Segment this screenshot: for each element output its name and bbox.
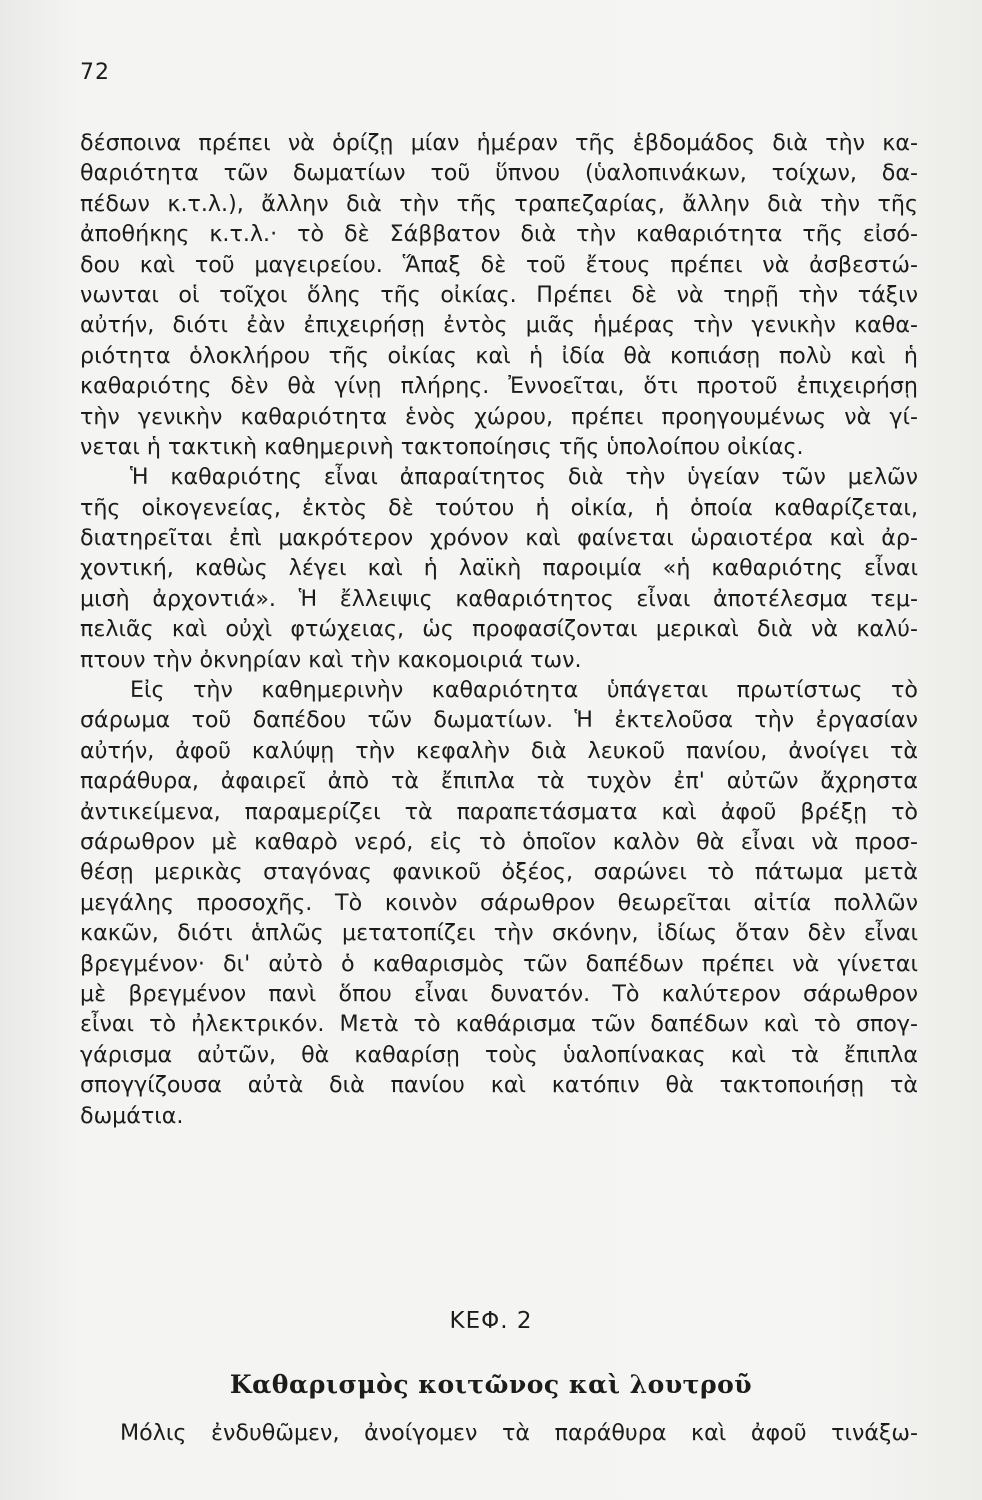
text-line: Εἰς τὴν καθημερινὴν καθαριότητα ὑπάγεται πρωτίστως τὸ	[130, 677, 918, 704]
text-line: γάρισμα αὐτῶν, θὰ καθαρίσῃ τοὺς ὑαλοπίνακας καὶ τὰ ἔπιπλα	[80, 1041, 918, 1068]
text-line: αὐτήν, διότι ἐὰν ἐπιχειρήσῃ ἐντὸς μιᾶς ἡμέρας τὴν γενικὴν καθα-	[80, 312, 918, 339]
text-line: ἀντικείμενα, παραμερίζει τὰ παραπετάσματα καὶ ἀφοῦ βρέξῃ τὸ	[80, 798, 918, 825]
text-line: βρεγμένον· δι' αὐτὸ ὁ καθαρισμὸς τῶν δαπέδων πρέπει νὰ γίνεται	[80, 950, 918, 977]
text-line: διατηρεῖται ἐπὶ μακρότερον χρόνον καὶ φαίνεται ὡραιοτέρα καὶ ἀρ-	[80, 525, 918, 552]
text-line: πέδων κ.τ.λ.), ἄλλην διὰ τὴν τῆς τραπεζαρίας, ἄλλην διὰ τὴν τῆς	[80, 190, 918, 217]
text-line: δου καὶ τοῦ μαγειρείου. Ἅπαξ δὲ τοῦ ἔτους πρέπει νὰ ἀσβεστώ-	[80, 251, 918, 278]
chapter-label: ΚΕΦ. 2	[449, 1308, 533, 1334]
text-line: σάρωθρον μὲ καθαρὸ νερό, εἰς τὸ ὁποῖον καλὸν θὰ εἶναι νὰ προσ-	[80, 828, 918, 855]
text-line: τῆς οἰκογενείας, ἐκτὸς δὲ τούτου ἡ οἰκία, ἡ ὁποία καθαρίζεται,	[80, 494, 918, 521]
text-line: κακῶν, διότι ἁπλῶς μετατοπίζει τὴν σκόνην, ἰδίως ὅταν δὲν εἶναι	[80, 920, 918, 947]
text-line: εἶναι τὸ ἠλεκτρικόν. Μετὰ τὸ καθάρισμα τῶν δαπέδων καὶ τὸ σπογ-	[80, 1011, 918, 1038]
text-line: παράθυρα, ἀφαιρεῖ ἀπὸ τὰ ἔπιπλα τὰ τυχὸν ἐπ' αὐτῶν ἄχρηστα	[80, 768, 918, 795]
text-line: μὲ βρεγμένον πανὶ ὅπου εἶναι δυνατόν. Τὸ καλύτερον σάρωθρον	[80, 980, 918, 1007]
text-line: Μόλις ἐνδυθῶμεν, ἀνοίγομεν τὰ παράθυρα καὶ ἀφοῦ τινάξω-	[120, 1420, 918, 1446]
page-number: 72	[80, 60, 110, 85]
text-line: αὐτήν, ἀφοῦ καλύψῃ τὴν κεφαλὴν διὰ λευκοῦ πανίου, ἀνοίγει τὰ	[80, 737, 918, 764]
text-line: νωνται οἱ τοῖχοι ὅλης τῆς οἰκίας. Πρέπει δὲ νὰ τηρῇ τὴν τάξιν	[80, 281, 918, 308]
text-line: μισὴ ἀρχοντιά». Ἡ ἔλλειψις καθαριότητος εἶναι ἀποτέλεσμα τεμ-	[80, 585, 918, 612]
text-line: πελιᾶς καὶ οὐχὶ φτώχειας, ὡς προφασίζονται μερικαὶ διὰ νὰ καλύ-	[80, 616, 918, 643]
text-line: τὴν γενικὴν καθαριότητα ἑνὸς χώρου, πρέπει προηγουμένως νὰ γί-	[80, 403, 918, 430]
text-line: σπογγίζουσα αὐτὰ διὰ πανίου καὶ κατόπιν θὰ τακτοποιήσῃ τὰ	[80, 1072, 918, 1099]
body-text-continued	[120, 1418, 918, 1448]
text-line: θέσῃ μερικὰς σταγόνας φανικοῦ ὀξέος, σαρώνει τὸ πάτωμα μετὰ	[80, 859, 918, 886]
text-line: δωμάτια.	[80, 1102, 184, 1129]
text-line: μεγάλης προσοχῆς. Τὸ κοινὸν σάρωθρον θεωρεῖται αἰτία πολλῶν	[80, 889, 918, 916]
text-line: καθαριότης δὲν θὰ γίνῃ πλήρης. Ἐννοεῖται, ὅτι προτοῦ ἐπιχειρήσῃ	[80, 373, 918, 400]
text-line: ἀποθήκης κ.τ.λ.· τὸ δὲ Σάββατον διὰ τὴν καθαριότητα τῆς εἰσό-	[80, 221, 918, 248]
text-line: θαριότητα τῶν δωματίων τοῦ ὕπνου (ὑαλοπινάκων, τοίχων, δα-	[80, 160, 918, 187]
text-line: σάρωμα τοῦ δαπέδου τῶν δωματίων. Ἡ ἐκτελοῦσα τὴν ἐργασίαν	[80, 707, 918, 734]
text-line: χοντική, καθὼς λέγει καὶ ἡ λαϊκὴ παροιμία «ἡ καθαριότης εἶναι	[80, 555, 918, 582]
text-line: Ἡ καθαριότης εἶναι ἀπαραίτητος διὰ τὴν ὑγείαν τῶν μελῶν	[130, 464, 918, 491]
text-line: πτουν τὴν ὀκνηρίαν καὶ τὴν κακομοιριά των.	[80, 646, 582, 673]
text-line: δέσποινα πρέπει νὰ ὁρίζῃ μίαν ἡμέραν τῆς ἑβδομάδος διὰ τὴν κα-	[80, 130, 918, 156]
text-line: ριότητα ὁλοκλήρου τῆς οἰκίας καὶ ἡ ἰδία θὰ κοπιάσῃ πολὺ καὶ ἡ	[80, 342, 918, 369]
body-text	[80, 128, 918, 1131]
text-line: νεται ἡ τακτικὴ καθημερινὴ τακτοποίησις τῆς ὑπολοίπου οἰκίας.	[80, 433, 804, 460]
section-heading: Καθαρισμὸς κοιτῶνος καὶ λουτροῦ	[229, 1370, 753, 1399]
